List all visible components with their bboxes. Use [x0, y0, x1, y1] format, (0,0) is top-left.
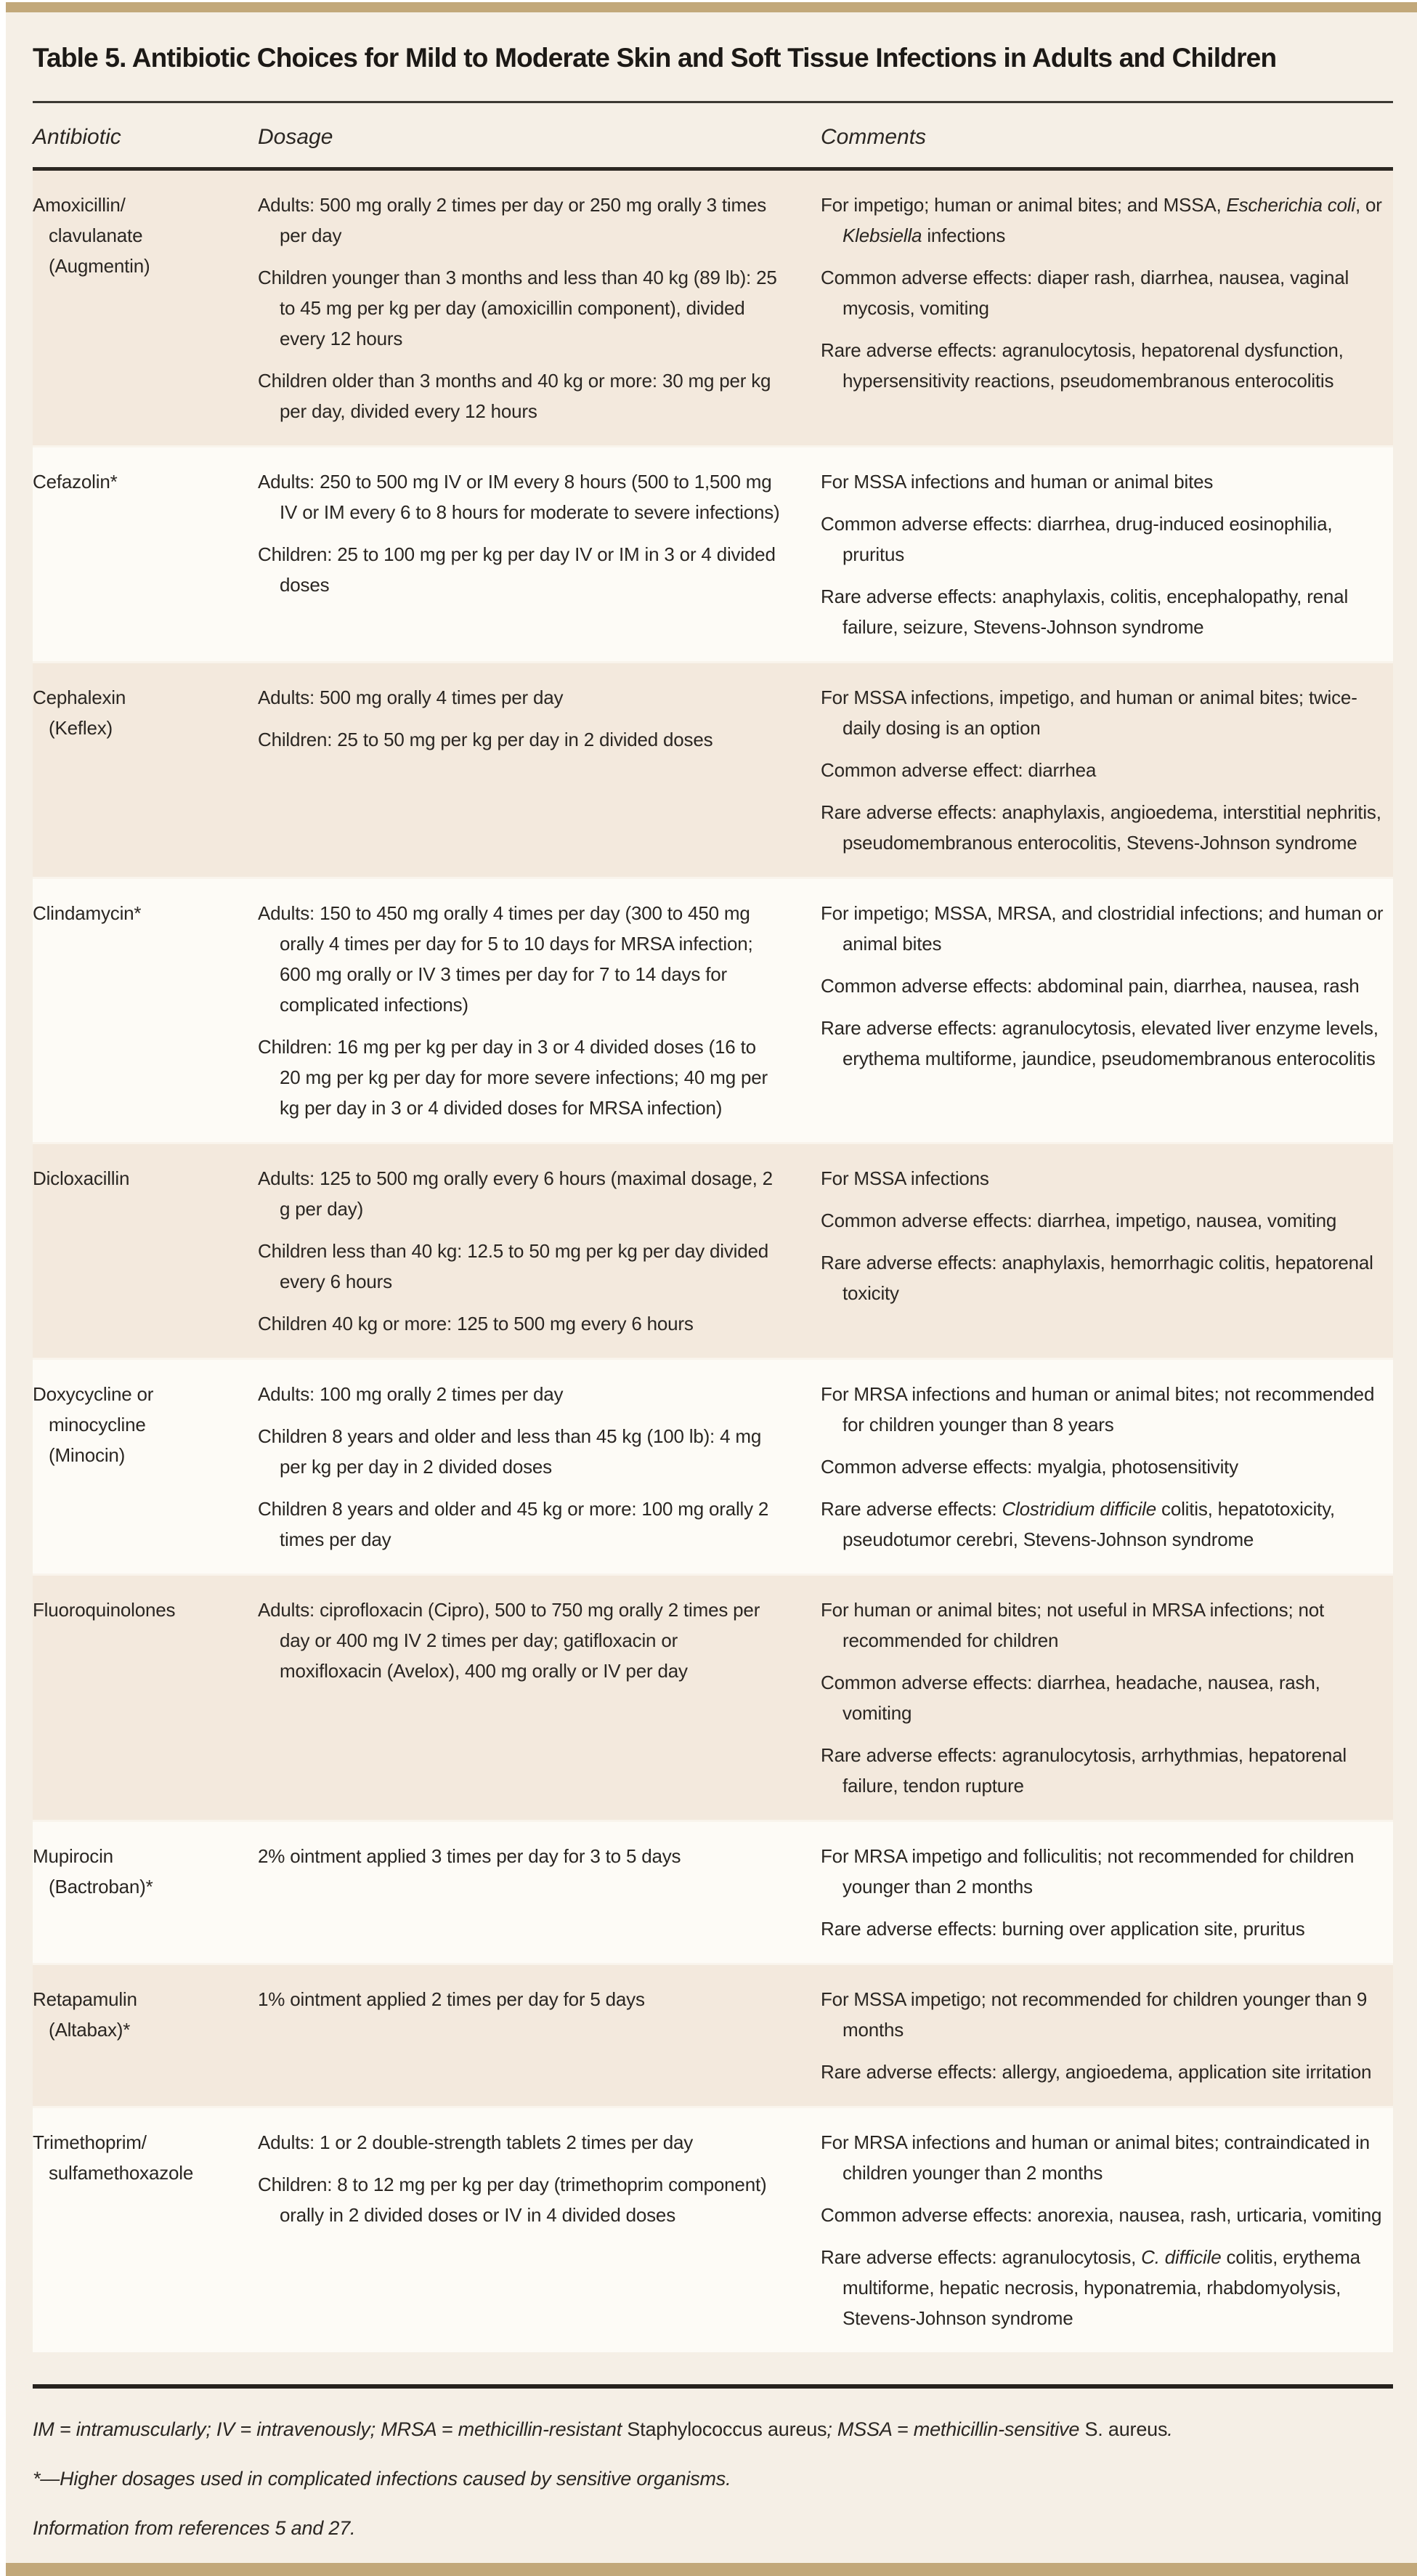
- footnotes: [33, 2389, 1393, 2543]
- footnote-asterisk: [33, 2464, 1393, 2493]
- antibiotic-name-line: (Altabax)*: [49, 2019, 131, 2041]
- table-row: [33, 1963, 1393, 2106]
- antibiotic-name-line: Fluoroquinolones: [33, 1599, 176, 1621]
- comment-paragraph: [821, 581, 1392, 642]
- comment-paragraph: [821, 1913, 1392, 1944]
- text-segment: 2% ointment applied 3 times per day for 3 to 5 days: [258, 1845, 681, 1867]
- comment-paragraph: [821, 2242, 1392, 2333]
- table-row: [33, 171, 1393, 445]
- table-row: [33, 2106, 1393, 2352]
- text-segment: Children younger than 3 months and less than 40 kg (89 lb): 25 to 45 mg per kg per day (amoxicillin component), divided every 12 hours: [258, 267, 777, 349]
- text-segment: Rare adverse effects: burning over application site, pruritus: [821, 1918, 1305, 1940]
- text-segment: For MSSA infections, impetigo, and human or animal bites; twice-daily dosing is an option: [821, 686, 1357, 739]
- antibiotic-name-line: Trimethoprim/: [33, 2131, 147, 2153]
- text-segment: Rare adverse effects: allergy, angioedema, application site irritation: [821, 2061, 1372, 2083]
- comments-cell: [821, 466, 1393, 654]
- text-segment: Rare adverse effects: agranulocytosis, hepatorenal dysfunction, hypersensitivity reactions, pseudomembranous enterocolitis: [821, 339, 1344, 392]
- comment-paragraph: [821, 262, 1392, 323]
- text-segment: Children older than 3 months and 40 kg or more: 30 mg per kg per day, divided every 12 hours: [258, 370, 771, 422]
- text-segment: Common adverse effects: diarrhea, impetigo, nausea, vomiting: [821, 1210, 1337, 1231]
- comments-cell: [821, 682, 1393, 870]
- comment-paragraph: [821, 1984, 1392, 2045]
- footnote-source: [33, 2514, 1393, 2543]
- text-segment: Common adverse effect: diarrhea: [821, 759, 1097, 781]
- table-row: [33, 661, 1393, 877]
- dosage-cell: [258, 466, 821, 654]
- table-row: [33, 877, 1393, 1142]
- text-segment: Adults: 125 to 500 mg orally every 6 hours (maximal dosage, 2 g per day): [258, 1167, 773, 1220]
- comment-paragraph: [821, 1494, 1392, 1555]
- dosage-cell: [258, 2127, 821, 2345]
- text-segment: For MSSA infections and human or animal bites: [821, 471, 1214, 493]
- italic-text-segment: .: [1167, 2418, 1173, 2440]
- text-segment: Rare adverse effects: agranulocytosis, arrhythmias, hepatorenal failure, tendon rupture: [821, 1744, 1347, 1797]
- text-segment: 1% ointment applied 2 times per day for 5 days: [258, 1988, 645, 2010]
- italic-text-segment: Information from references 5 and 27.: [33, 2517, 356, 2539]
- text-segment: Adults: 250 to 500 mg IV or IM every 8 hours (500 to 1,500 mg IV or IM every 6 to 8 hours for moderate to severe infections): [258, 471, 780, 523]
- antibiotic-name-line: Clindamycin*: [33, 902, 142, 924]
- text-segment: Children 40 kg or more: 125 to 500 mg every 6 hours: [258, 1313, 694, 1334]
- text-segment: Common adverse effects: abdominal pain, diarrhea, nausea, rash: [821, 975, 1360, 997]
- text-segment: Adults: 500 mg orally 2 times per day or 250 mg orally 3 times per day: [258, 194, 767, 246]
- text-segment: For MRSA infections and human or animal bites; not recommended for children younger than 8 years: [821, 1383, 1375, 1435]
- dosage-cell: [258, 682, 821, 870]
- text-segment: , or: [1355, 194, 1382, 216]
- bottom-accent-bar: [6, 2563, 1417, 2576]
- antibiotic-cell: [33, 898, 258, 1135]
- antibiotic-name-line: Dicloxacillin: [33, 1167, 130, 1189]
- text-segment: For MSSA infections: [821, 1167, 989, 1189]
- text-segment: Staphylococcus aureus: [627, 2418, 827, 2440]
- table-row: [33, 1573, 1393, 1820]
- comments-cell: [821, 1595, 1393, 1812]
- table-row: [33, 1142, 1393, 1358]
- table-container: [6, 12, 1417, 2563]
- text-segment: For MRSA impetigo and folliculitis; not recommended for children younger than 2 months: [821, 1845, 1355, 1897]
- column-header-antibiotic: Antibiotic: [33, 125, 121, 149]
- comment-paragraph: [821, 1595, 1392, 1656]
- dosage-paragraph: [258, 190, 781, 251]
- text-segment: Adults: ciprofloxacin (Cipro), 500 to 750 mg orally 2 times per day or 400 mg IV 2 times per day; gatifloxacin or moxifloxacin (Avelox), 400 mg orally or IV per day: [258, 1599, 760, 1682]
- dosage-cell: [258, 1595, 821, 1812]
- antibiotic-name-line: (Keflex): [49, 717, 113, 739]
- dosage-paragraph: [258, 1308, 781, 1339]
- text-segment: Rare adverse effects: anaphylaxis, hemorrhagic colitis, hepatorenal toxicity: [821, 1252, 1373, 1304]
- italic-text-segment: C. difficile: [1141, 2246, 1222, 2268]
- antibiotic-name-line: Mupirocin: [33, 1845, 113, 1867]
- column-header-comments: Comments: [821, 125, 927, 149]
- comment-paragraph: [821, 2057, 1392, 2087]
- italic-text-segment: *—Higher dosages used in complicated infections caused by sensitive organisms.: [33, 2468, 731, 2490]
- table-row: [33, 1358, 1393, 1573]
- text-segment: For MRSA infections and human or animal bites; contraindicated in children younger than 2 months: [821, 2131, 1370, 2184]
- text-segment: Children 8 years and older and 45 kg or more: 100 mg orally 2 times per day: [258, 1498, 769, 1550]
- antibiotic-name-line: Retapamulin: [33, 1988, 137, 2010]
- dosage-paragraph: [258, 2127, 781, 2158]
- comment-paragraph: [821, 466, 1392, 497]
- text-segment: Children: 25 to 50 mg per kg per day in 2 divided doses: [258, 729, 713, 750]
- comment-paragraph: [821, 2200, 1392, 2230]
- comment-paragraph: [821, 335, 1392, 396]
- dosage-paragraph: [258, 1032, 781, 1123]
- antibiotic-cell: [33, 1379, 258, 1566]
- column-header-dosage: Dosage: [258, 125, 333, 149]
- dosage-paragraph: [258, 466, 781, 527]
- text-segment: colitis, hepatotoxicity, pseudotumor cerebri, Stevens-Johnson syndrome: [843, 1498, 1335, 1550]
- antibiotic-name-line: Doxycycline or: [33, 1383, 154, 1405]
- comment-paragraph: [821, 971, 1392, 1001]
- italic-text-segment: Klebsiella: [843, 224, 922, 246]
- italic-text-segment: IM = intramuscularly; IV = intravenously; MRSA = methicillin-resistant: [33, 2418, 628, 2440]
- comments-cell: [821, 1841, 1393, 1956]
- comment-paragraph: [821, 2127, 1392, 2188]
- antibiotic-name-line: (Minocin): [49, 1444, 126, 1466]
- dosage-paragraph: [258, 539, 781, 600]
- text-segment: Rare adverse effects: agranulocytosis, elevated liver enzyme levels, erythema multiforme, jaundice, pseudomembranous enterocolitis: [821, 1017, 1379, 1069]
- table-title: Table 5. Antibiotic Choices for Mild to Moderate Skin and Soft Tissue Infections in Adults and Children: [33, 43, 1277, 73]
- italic-text-segment: Clostridium difficile: [1002, 1498, 1156, 1520]
- dosage-cell: [258, 1163, 821, 1350]
- text-segment: Children: 8 to 12 mg per kg per day (trimethoprim component) orally in 2 divided doses or IV in 4 divided doses: [258, 2174, 767, 2226]
- dosage-paragraph: [258, 1595, 781, 1686]
- text-segment: Adults: 150 to 450 mg orally 4 times per day (300 to 450 mg orally 4 times per day for 5 to 10 days for MRSA infection; 600 mg orally or IV 3 times per day for 7 to 14 days for complicated infections): [258, 902, 753, 1016]
- text-segment: Children 8 years and older and less than 45 kg (100 lb): 4 mg per kg per day in 2 divided doses: [258, 1425, 762, 1478]
- dosage-paragraph: [258, 262, 781, 354]
- text-segment: For MSSA impetigo; not recommended for children younger than 9 months: [821, 1988, 1368, 2041]
- dosage-paragraph: [258, 1163, 781, 1224]
- antibiotic-cell: [33, 1595, 258, 1812]
- dosage-paragraph: [258, 1494, 781, 1555]
- text-segment: Common adverse effects: diaper rash, diarrhea, nausea, vaginal mycosis, vomiting: [821, 267, 1349, 319]
- antibiotic-cell: [33, 682, 258, 870]
- antibiotic-name-line: sulfamethoxazole: [49, 2162, 194, 2184]
- comment-paragraph: [821, 1379, 1392, 1440]
- comment-paragraph: [821, 190, 1392, 251]
- text-segment: infections: [922, 224, 1006, 246]
- comment-paragraph: [821, 1013, 1392, 1074]
- dosage-paragraph: [258, 1379, 781, 1409]
- dosage-cell: [258, 1379, 821, 1566]
- text-segment: Adults: 500 mg orally 4 times per day: [258, 686, 564, 708]
- dosage-paragraph: [258, 1984, 781, 2014]
- text-segment: For human or animal bites; not useful in MRSA infections; not recommended for children: [821, 1599, 1325, 1651]
- text-segment: Children: 25 to 100 mg per kg per day IV or IM in 3 or 4 divided doses: [258, 543, 776, 596]
- text-segment: Adults: 100 mg orally 2 times per day: [258, 1383, 564, 1405]
- text-segment: Common adverse effects: diarrhea, drug-induced eosinophilia, pruritus: [821, 513, 1333, 565]
- text-segment: Rare adverse effects:: [821, 1498, 1002, 1520]
- comment-paragraph: [821, 898, 1392, 959]
- comment-paragraph: [821, 1247, 1392, 1308]
- antibiotic-cell: [33, 466, 258, 654]
- antibiotic-cell: [33, 1163, 258, 1350]
- antibiotic-name-line: Amoxicillin/: [33, 194, 126, 216]
- text-segment: For impetigo; human or animal bites; and MSSA,: [821, 194, 1227, 216]
- comment-paragraph: [821, 797, 1392, 858]
- comment-paragraph: [821, 1205, 1392, 1236]
- comment-paragraph: [821, 509, 1392, 570]
- text-segment: Children: 16 mg per kg per day in 3 or 4 divided doses (16 to 20 mg per kg per day for more severe infections; 40 mg per kg per day in 3 or 4 divided doses for MRSA infection): [258, 1036, 768, 1119]
- antibiotic-cell: [33, 1984, 258, 2099]
- dosage-paragraph: [258, 724, 781, 755]
- comment-paragraph: [821, 1451, 1392, 1482]
- dosage-paragraph: [258, 365, 781, 426]
- text-segment: colitis, erythema multiforme, hepatic necrosis, hyponatremia, rhabdomyolysis, Stevens-Johnson syndrome: [843, 2246, 1360, 2329]
- comments-cell: [821, 1984, 1393, 2099]
- antibiotic-cell: [33, 1841, 258, 1956]
- dosage-paragraph: [258, 1841, 781, 1871]
- comment-paragraph: [821, 755, 1392, 785]
- text-segment: Rare adverse effects: agranulocytosis,: [821, 2246, 1142, 2268]
- top-accent-bar: [6, 2, 1417, 12]
- table-row: [33, 445, 1393, 661]
- comments-cell: [821, 898, 1393, 1135]
- text-segment: Common adverse effects: diarrhea, headache, nausea, rash, vomiting: [821, 1672, 1320, 1724]
- text-segment: Rare adverse effects: anaphylaxis, colitis, encephalopathy, renal failure, seizure, Stevens-Johnson syndrome: [821, 586, 1349, 638]
- text-segment: For impetigo; MSSA, MRSA, and clostridial infections; and human or animal bites: [821, 902, 1384, 955]
- dosage-paragraph: [258, 898, 781, 1020]
- comments-cell: [821, 1379, 1393, 1566]
- antibiotic-name-line: (Augmentin): [49, 255, 150, 277]
- dosage-cell: [258, 1841, 821, 1956]
- antibiotic-name-line: Cephalexin: [33, 686, 126, 708]
- column-header-row: [33, 103, 1393, 167]
- dosage-cell: [258, 898, 821, 1135]
- table-row: [33, 1820, 1393, 1963]
- dosage-cell: [258, 190, 821, 438]
- comment-paragraph: [821, 1740, 1392, 1801]
- table-body: [33, 171, 1393, 2352]
- text-segment: Common adverse effects: anorexia, nausea, rash, urticaria, vomiting: [821, 2204, 1382, 2226]
- comment-paragraph: [821, 1841, 1392, 1902]
- footnote-abbreviations: [33, 2415, 1393, 2444]
- italic-text-segment: Escherichia coli: [1226, 194, 1355, 216]
- comment-paragraph: [821, 1163, 1392, 1194]
- comment-paragraph: [821, 1667, 1392, 1728]
- antibiotic-cell: [33, 190, 258, 438]
- dosage-paragraph: [258, 2169, 781, 2230]
- text-segment: Children less than 40 kg: 12.5 to 50 mg per kg per day divided every 6 hours: [258, 1240, 769, 1292]
- comments-cell: [821, 1163, 1393, 1350]
- antibiotic-name-line: minocycline: [49, 1414, 146, 1435]
- text-segment: Common adverse effects: myalgia, photosensitivity: [821, 1456, 1238, 1478]
- text-segment: Adults: 1 or 2 double-strength tablets 2 times per day: [258, 2131, 694, 2153]
- dosage-paragraph: [258, 1236, 781, 1297]
- text-segment: Rare adverse effects: anaphylaxis, angioedema, interstitial nephritis, pseudomembranous enterocolitis, Stevens-Johnson syndrome: [821, 801, 1381, 854]
- dosage-paragraph: [258, 682, 781, 713]
- italic-text-segment: ; MSSA = methicillin-sensitive: [827, 2418, 1085, 2440]
- dosage-cell: [258, 1984, 821, 2099]
- comments-cell: [821, 2127, 1393, 2345]
- text-segment: S. aureus: [1084, 2418, 1168, 2440]
- antibiotic-name-line: (Bactroban)*: [49, 1876, 153, 1897]
- comments-cell: [821, 190, 1393, 438]
- antibiotic-name-line: Cefazolin*: [33, 471, 118, 493]
- antibiotic-cell: [33, 2127, 258, 2345]
- antibiotic-name-line: clavulanate: [49, 224, 143, 246]
- dosage-paragraph: [258, 1421, 781, 1482]
- comment-paragraph: [821, 682, 1392, 743]
